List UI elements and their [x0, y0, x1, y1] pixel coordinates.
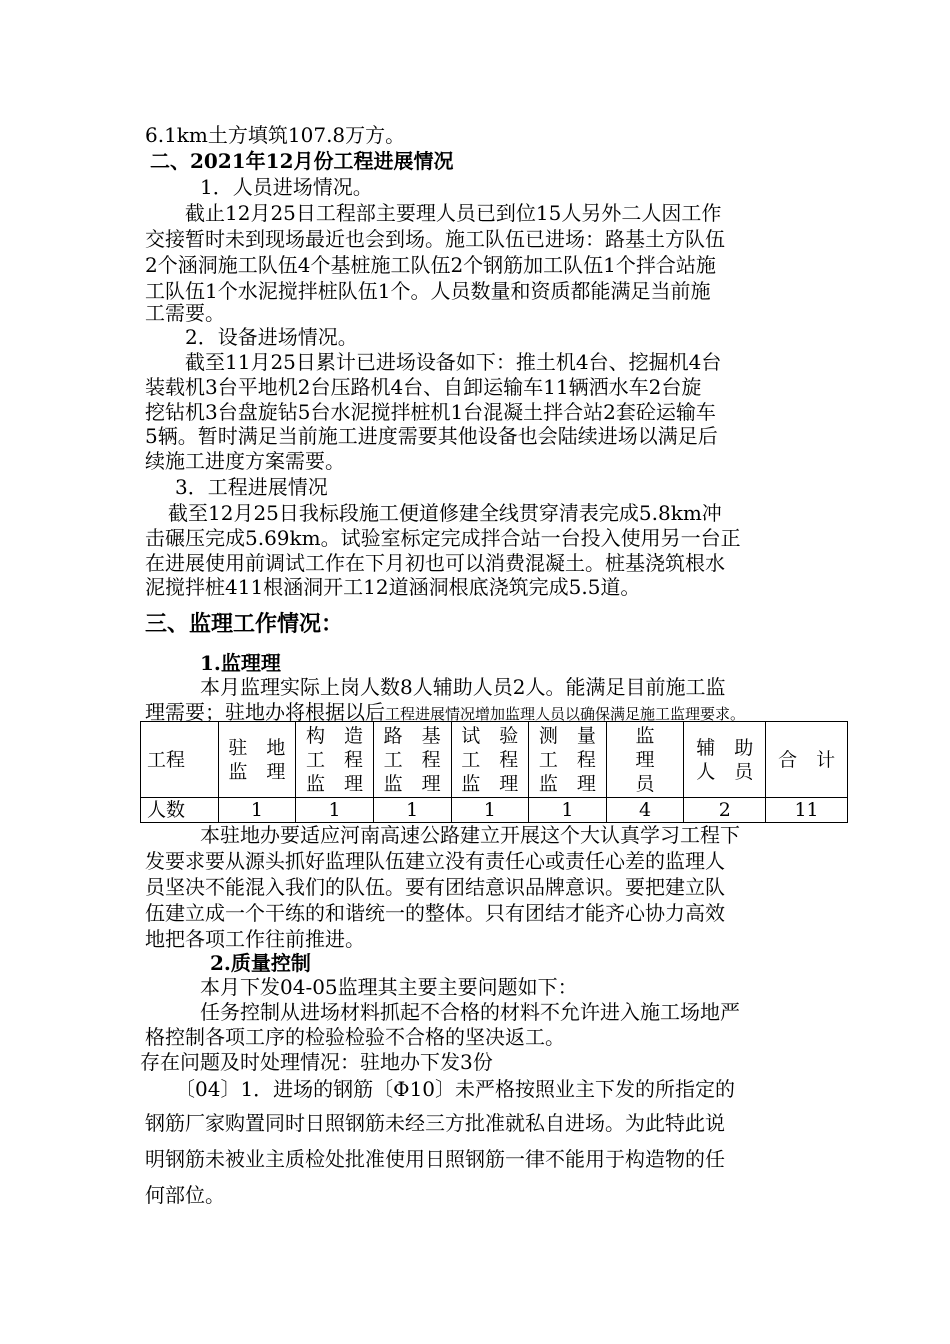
text-line: 截止12月25日工程部主要理人员已到位15人另外二人因工作 — [185, 201, 722, 225]
text-line: 5辆。暂时满足当前施工进度需要其他设备也会陆续进场以满足后 — [145, 424, 718, 448]
table-header-cell: 监 理 员 — [606, 722, 684, 798]
table-cell: 1 — [373, 798, 451, 823]
text-line: 存在问题及时处理情况：驻地办下发3份 — [140, 1050, 493, 1074]
subsection-heading: 1．人员进场情况。 — [200, 175, 373, 199]
table-cell: 4 — [606, 798, 684, 823]
subsection-heading: 3．工程进展情况 — [175, 475, 328, 499]
text-line: 6.1km土方填筑107.8万方。 — [145, 123, 406, 147]
staff-table — [140, 721, 848, 823]
text-line: 泥搅拌桩411根涵洞开工12道涵洞根底浇筑完成5.5道。 — [145, 575, 641, 599]
table-cell: 1 — [296, 798, 374, 823]
text-line: 任务控制从进场材料抓起不合格的材料不允许进入施工场地严 — [200, 1000, 740, 1024]
table-cell: 1 — [218, 798, 296, 823]
section-heading: 二、2021年12月份工程进展情况 — [150, 149, 454, 173]
table-row-label: 人数 — [141, 798, 219, 823]
text-line: 钢筋厂家购置同时日照钢筋未经三方批准就私自进场。为此特此说 — [145, 1111, 725, 1135]
text-line: 2个涵洞施工队伍4个基桩施工队伍2个钢筋加工队伍1个拌合站施 — [145, 253, 716, 277]
subsection-heading: 1.监理理 — [200, 651, 281, 675]
text-line: 发要求要从源头抓好监理队伍建立没有责任心或责任心差的监理人 — [145, 849, 725, 873]
table-cell: 11 — [766, 798, 848, 823]
text-segment-small: 工程进展情况增加监理人员以确保满足施工监理要求。 — [385, 705, 746, 723]
text-line: 何部位。 — [145, 1183, 225, 1207]
text-line: 伍建立成一个干练的和谐统一的整体。只有团结才能齐心协力高效 — [145, 901, 725, 925]
text-line: 续施工进度方案需要。 — [145, 449, 345, 473]
text-line: 截至11月25日累计已进场设备如下：推土机4台、挖掘机4台 — [185, 350, 722, 374]
table-header-cell: 工程 — [141, 722, 219, 798]
text-line: 截至12月25日我标段施工便道修建全线贯穿清表完成5.8km冲 — [168, 501, 722, 525]
text-line: 交接暂时未到现场最近也会到场。施工队伍已进场：路基土方队伍 — [145, 227, 725, 251]
text-line: 挖钻机3台盘旋钻5台水泥搅拌桩机1台混凝土拌合站2套砼运输车 — [145, 400, 716, 424]
table-header-row — [141, 722, 848, 798]
text-line: 工需要。 — [145, 301, 225, 325]
table-cell: 2 — [684, 798, 766, 823]
table-cell: 1 — [451, 798, 529, 823]
table-header-cell: 测 量 工 程 监 理 — [529, 722, 607, 798]
table-cell: 1 — [529, 798, 607, 823]
text-line: 地把各项工作往前推进。 — [145, 927, 365, 951]
text-line: 本驻地办要适应河南高速公路建立开展这个大认真学习工程下 — [200, 823, 740, 847]
text-line: 装载机3台平地机2台压路机4台、自卸运输车11辆洒水车2台旋 — [145, 375, 702, 399]
section-heading: 三、监理工作情况： — [145, 612, 344, 637]
text-line: 工队伍1个水泥搅拌桩队伍1个。人员数量和资质都能满足当前施 — [145, 279, 711, 303]
text-line: 员坚决不能混入我们的队伍。要有团结意识品牌意识。要把建立队 — [145, 875, 725, 899]
subsection-heading: 2．设备进场情况。 — [185, 325, 358, 349]
subsection-heading: 2.质量控制 — [210, 951, 311, 975]
text-line: 〔04〕1．进场的钢筋〔Φ10〕未严格按照业主下发的所指定的 — [175, 1077, 736, 1101]
table-header-cell: 构 造 工 程 监 理 — [296, 722, 374, 798]
table-header-cell: 路 基 工 程 监 理 — [373, 722, 451, 798]
text-line: 本月监理实际上岗人数8人辅助人员2人。能满足目前施工监 — [200, 675, 726, 699]
text-line: 格控制各项工序的检验检验不合格的坚决返工。 — [145, 1025, 565, 1049]
text-line: 本月下发04-05监理其主要主要问题如下： — [200, 975, 578, 999]
text-line: 在进展使用前调试工作在下月初也可以消费混凝土。桩基浇筑根水 — [145, 551, 725, 575]
table-header-cell: 辅 助 人 员 — [684, 722, 766, 798]
table-header-cell: 驻 地 监 理 — [218, 722, 296, 798]
table-header-cell: 合 计 — [766, 722, 848, 798]
table-header-cell: 试 验 工 程 监 理 — [451, 722, 529, 798]
text-line: 明钢筋未被业主质检处批准使用日照钢筋一律不能用于构造物的任 — [145, 1147, 725, 1171]
text-line: 击碾压完成5.69km。试验室标定完成拌合站一台投入使用另一台正 — [145, 526, 741, 550]
table-row — [141, 798, 848, 823]
text-segment: 理需要；驻地办将根据以后 — [145, 700, 385, 724]
